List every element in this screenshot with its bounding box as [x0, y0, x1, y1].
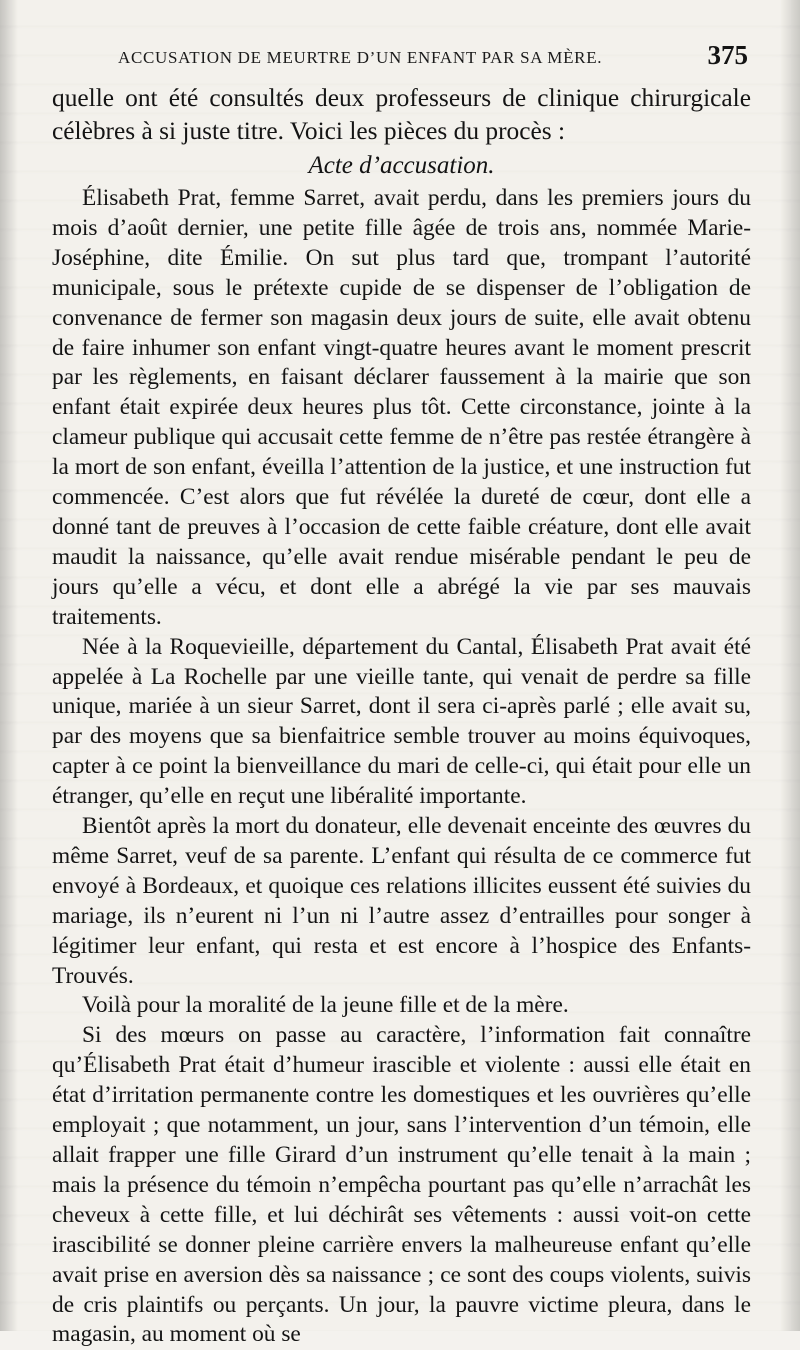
right-page-shadow [780, 0, 800, 1331]
paragraph-4: Voilà pour la moralité de la jeune fille et de la mère. [82, 992, 569, 1019]
running-title: ACCUSATION DE MEURTRE D’UN ENFANT PAR SA MÈRE. [118, 48, 603, 67]
paragraph-1: Élisabeth Prat, femme Sarret, avait perdu, dans les premiers jours du mois d’août dernier, une petite fille âgée de trois ans, nommée Marie-Joséphine, dite Émilie. On sut plus tard que, trompant l’autorité municipale, sous le prétexte cupide de se dispenser de l’obligation de convenance de fermer son magasin deux jours de suite, elle avait obtenu de faire inhumer son enfant vingt-quatre heures avant le moment prescrit par les règlements, en faisant déclarer faussement à la mairie que son enfant était expirée deux heures plus tôt. Cette circonstance, jointe à la clameur publique qui accusait cette femme de n’être pas restée étrangère à la mort de son enfant, éveilla l’attention de la justice, et une instruction fut commencée. C’est alors que fut révélée la dureté de cœur, dont elle a donné tant de preuves à l’occasion de cette faible créature, dont elle avait maudit la naissance, qu’elle avait rendue misérable pendant le peu de jours qu’elle a vécu, et dont elle a abrégé la vie par ses mauvais traitements. [52, 185, 751, 630]
intro-paragraph: quelle ont été consultés deux professeurs de clinique chirurgicale célèbres à si juste titre. Voici les pièces du procès : [52, 84, 751, 145]
paragraph-5: Si des mœurs on passe au caractère, l’information fait connaître qu’Élisabeth Prat était d’humeur irascible et violente : aussi elle était en état d’irritation permanente contre les domestiques et les ouvrières qu’elle employait ; que notamment, un jour, sans l’intervention d’un témoin, elle allait frapper une fille Girard d’un instrument qu’elle tenait à la main ; mais la présence du témoin n’empêcha pourtant pas qu’elle n’arrachât les cheveux à cette fille, et lui déchirât ses vêtements : aussi voit-on cette irascibilité se donner pleine carrière envers la malheureuse enfant qu’elle avait prise en aversion dès sa naissance ; ce sont des coups violents, suivis de cris plaintifs ou perçants. Un jour, la pauvre victime pleura, dans le magasin, au moment où se [52, 1022, 751, 1348]
page-number: 375 [707, 40, 748, 70]
paragraph-2: Née à la Roquevieille, département du Cantal, Élisabeth Prat avait été appelée à La Rochelle par une vieille tante, qui venait de perdre sa fille unique, mariée à un sieur Sarret, dont il sera ci-après parlé ; elle avait su, par des moyens que sa bienfaitrice semble trouver au moins équivoques, capter à ce point la bienveillance du mari de celle-ci, qui était pour elle un étranger, qu’elle en reçut une libéralité importante. [52, 633, 751, 810]
body-text [52, 82, 751, 1350]
section-title: Acte d’accusation. [308, 152, 495, 179]
left-page-shadow [0, 0, 18, 1331]
page-header [70, 40, 760, 74]
paragraph-3: Bientôt après la mort du donateur, elle devenait enceinte des œuvres du même Sarret, veuf de sa parente. L’enfant qui résulta de ce commerce fut envoyé à Bordeaux, et quoique ces relations illicites eussent été suivies du mariage, ils n’eurent ni l’un ni l’autre assez d’entrailles pour songer à légitimer leur enfant, qui resta et est encore à l’hospice des Enfants-Trouvés. [52, 813, 751, 989]
